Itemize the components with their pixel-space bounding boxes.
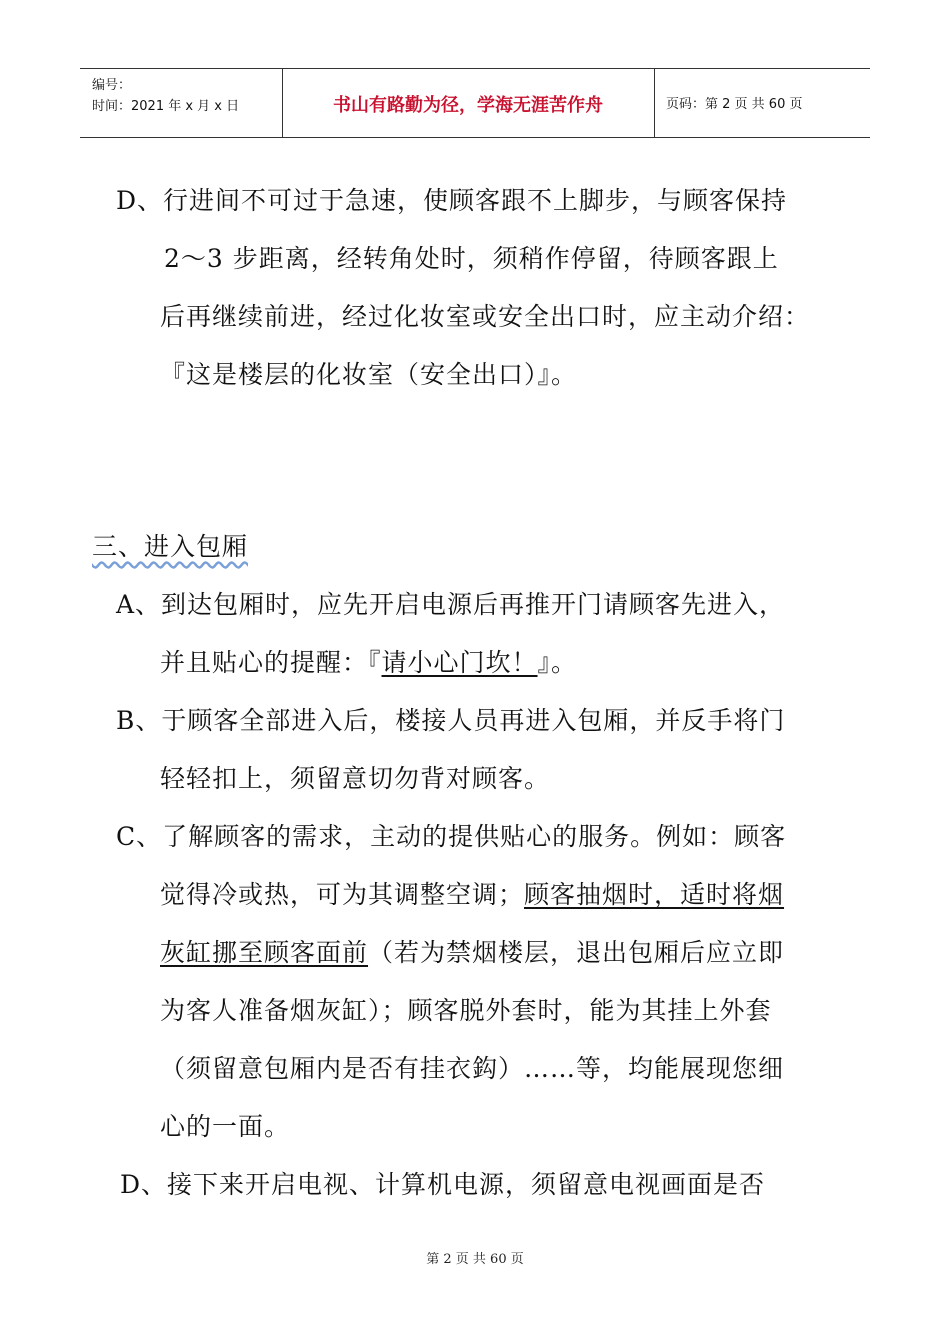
paragraph-line: 轻轻扣上，须留意切勿背对顾客。 [160, 764, 551, 793]
underlined-text: 请小心门坎！ [381, 648, 538, 677]
header-page-info: 页码：第 2 页 共 60 页 [666, 97, 803, 112]
section-title: 三、进入包厢 [92, 532, 249, 561]
paragraph-line: B、于顾客全部进入后，楼接人员再进入包厢，并反手将门 [116, 706, 786, 735]
paragraph-line [116, 634, 786, 692]
paragraph-line: A、到达包厢时，应先开启电源后再推开门请顾客先进入， [116, 590, 786, 619]
paragraph-line: C、了解顾客的需求，主动的提供贴心的服务。例如：顾客 [116, 822, 787, 851]
header-meta [92, 75, 239, 117]
header-divider-right [654, 69, 655, 137]
document-header [80, 68, 870, 138]
text-run: （若为禁烟楼层，退出包厢后应立即 [368, 938, 785, 967]
text-run: 』。 [537, 648, 578, 677]
page-footer: 第 2 页 共 60 页 [426, 1252, 524, 1267]
paragraph-line: 『这是楼层的化妆室（安全出口）』。 [160, 360, 578, 389]
text-run: 并且贴心的提醒：『 [160, 648, 382, 677]
paragraph-line: 为客人准备烟灰缸）；顾客脱外套时，能为其挂上外套 [160, 996, 772, 1025]
text-run: 觉得冷或热，可为其调整空调； [160, 880, 525, 909]
section-3-body [116, 576, 786, 1214]
paragraph-line: 2～3 步距离，经转角处时，须稍作停留，待顾客跟上 [164, 244, 779, 273]
underlined-text: 顾客抽烟时，适时将烟 [524, 880, 785, 909]
paragraph-line: （须留意包厢内是否有挂衣鈎）……等，均能展现您细 [160, 1054, 785, 1083]
header-date-line: 时间：2021 年 x 月 x 日 [92, 99, 240, 114]
paragraph-line [116, 866, 786, 924]
header-number-label: 编号： [92, 78, 132, 93]
header-motto: 书山有路勤为径，学海无涯苦作舟 [333, 95, 603, 116]
paragraph-line: 心的一面。 [160, 1112, 291, 1141]
paragraph-line: D、接下来开启电视、计算机电源，须留意电视画面是否 [120, 1170, 766, 1199]
section-3-heading [92, 518, 248, 576]
underlined-text: 灰缸挪至顾客面前 [160, 938, 369, 967]
paragraph-line [116, 924, 786, 982]
paragraph-line: 后再继续前进，经过化妆室或安全出口时，应主动介绍： [160, 302, 811, 331]
item-d-walking [116, 172, 810, 404]
paragraph-line: D、行进间不可过于急速，使顾客跟不上脚步，与顾客保持 [116, 186, 788, 215]
